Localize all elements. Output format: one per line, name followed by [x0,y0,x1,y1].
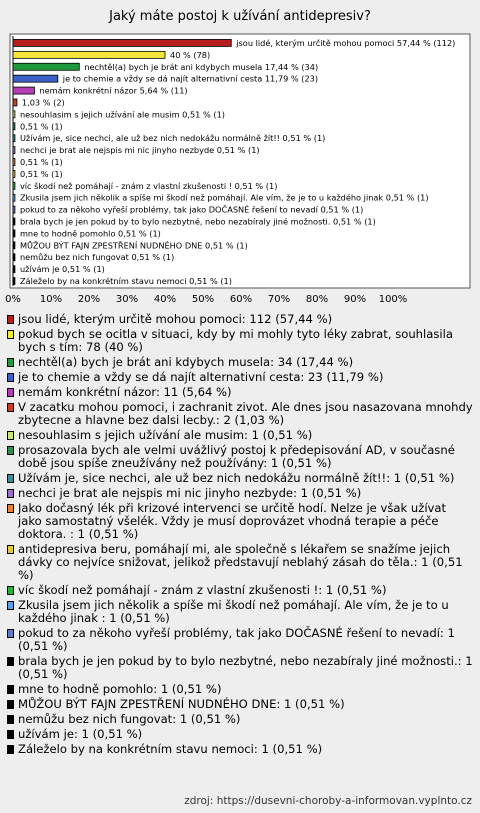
x-tick-label: 60% [229,294,253,305]
legend-label: je to chemie a vždy se dá najít alternativní cesta: 23 (11,79 %) [18,370,384,384]
legend-label: pokud bych se ocitla v situaci, kdy by mi mohly tyto léky zabrat, souhlasila bych s tím: 78 (40 %) [18,327,453,354]
bar [13,39,231,46]
legend-swatch [7,629,14,638]
bar-label: nemám konkrétní názor 5,64 % (11) [39,85,188,96]
bar-label: brala bych je jen pokud by to bylo nezbytné, nebo nezabíraly jiné možnosti. 0,51 % (1) [19,216,376,227]
legend-item [7,627,473,653]
bar [13,159,15,166]
bar [13,99,17,106]
legend-label: jsou lidé, kterým určitě mohou pomoci: 112 (57,44 %) [18,312,333,326]
bar [13,278,15,285]
bar-label: nesouhlasim s jejich užívání ale musim 0,51 % (1) [19,109,225,120]
bar-chart [0,0,480,310]
bar [13,147,15,154]
legend-swatch [7,545,14,554]
legend-swatch [7,373,14,382]
bar-label: Užívám je, sice nechci, ale už bez nich nedokážu normálně žít!! 0,51 % (1) [19,133,326,144]
x-tick-label: 100% [378,294,408,305]
x-tick-label: 50% [191,294,215,305]
legend-item [7,401,473,427]
legend-swatch [7,330,14,339]
source-note: zdroj: https://dusevni-choroby-a-informovan.vyplnto.cz [184,795,472,807]
legend-label: nemám konkrétní názor: 11 (5,64 %) [18,385,232,399]
bar [13,266,15,273]
legend-item [7,328,473,354]
bar [13,87,34,94]
legend-label: Jako dočasný lék při krizové intervenci se určitě hodí. Nelze je však užívat jako samostatný všelék. Vždy je musí doprovázet vhodná terapie a péče doktora. : 1 (0,51 %) [18,501,447,541]
legend-item [7,655,473,681]
bar-label: 0,51 % (1) [19,157,63,167]
legend-swatch [7,388,14,397]
x-tick-label: 40% [153,294,177,305]
legend-label: Záleželo by na konkrétním stavu nemoci: 1 (0,51 %) [18,742,323,756]
bar-label: mne to hodně pomohlo 0,51 % (1) [19,228,161,239]
legend-label: užívám je: 1 (0,51 %) [18,727,143,741]
legend-item [7,683,473,696]
bar-label: víc škodí než pomáhají - znám z vlastní zkušenosti ! 0,51 % (1) [19,180,278,191]
legend-label: nesouhlasim s jejich užívání ale musim: 1 (0,51 %) [18,428,313,442]
legend-item [7,356,473,369]
legend-swatch [7,446,14,455]
bar-label: nechtěl(a) bych je brát ani kdybych musela 17,44 % (34) [84,61,319,72]
bar [13,194,15,201]
legend-swatch [7,715,14,724]
bar-label: nemůžu bez nich fungovat 0,51 % (1) [19,252,175,263]
legend-swatch [7,657,14,666]
legend-label: brala bych je jen pokud by to bylo nezbytné, nebo nezabíraly jiné možnosti.: 1 (0,51 %) [18,654,473,681]
legend-label: nemůžu bez nich fungovat: 1 (0,51 %) [18,712,241,726]
legend-label: nechci je brat ale nejspis mi nic jinyho nezbyde: 1 (0,51 %) [18,486,362,500]
bar [13,218,15,225]
x-tick-label: 20% [77,294,101,305]
legend-swatch [7,358,14,367]
legend-swatch [7,431,14,440]
legend-label: mne to hodně pomohlo: 1 (0,51 %) [18,682,222,696]
legend-label: víc škodí než pomáhají - znám z vlastní zkušenosti !: 1 (0,51 %) [18,583,387,597]
bar-label: Zkusila jsem jich několik a spíše mi škodí než pomáhají. Ale vím, že je to u každého jinak 0,51 % (1) [19,192,429,203]
legend-label: pokud to za někoho vyřeší problémy, tak jako DOČASNÉ řešení to nevadí: 1 (0,51 %) [18,626,455,653]
bar-label: nechci je brat ale nejspis mi nic jinyho nezbyde 0,51 % (1) [19,145,260,156]
legend-swatch [7,685,14,694]
bar [13,230,15,237]
bar [13,170,15,177]
legend-item [7,313,473,326]
bar [13,135,15,142]
legend-label: V zacatku mohou pomoci, i zachranit zivot. Ale dnes jsou nasazovana mnohdy zbytecne a hlavne bez dalsi lecby.: 2 (1,03 %) [18,400,473,427]
legend-label: prosazovala bych ale velmi uvážlivý postoj k předepisování AD, v současné době jsou spíše zneužívány než používány: 1 (0,51 %) [18,443,455,470]
bar-label: pokud to za někoho vyřeší problémy, tak jako DOČASNÉ řešení to nevadí 0,51 % (1) [19,204,364,215]
bar [13,123,15,130]
legend-swatch [7,700,14,709]
x-tick-label: 70% [267,294,291,305]
legend-item [7,429,473,442]
bar-label: 0,51 % (1) [19,121,63,132]
bar-label: jsou lidé, kterým určitě mohou pomoci 57,44 % (112) [236,37,456,48]
legend-item [7,543,473,582]
x-tick-label: 10% [39,294,63,305]
bar [13,254,15,261]
legend-swatch [7,730,14,739]
bar-label: Záleželo by na konkrétním stavu nemoci 0,51 % (1) [19,276,232,287]
bar-label: užívám je 0,51 % (1) [19,264,105,275]
legend-label: MŮŽOU BÝT FAJN ZPESTŘENÍ NUDNÉHO DNE: 1 (0,51 %) [18,697,345,711]
legend-item [7,502,473,541]
legend-label: Užívám je, sice nechci, ale už bez nich nedokážu normálně žít!!: 1 (0,51 %) [18,471,455,485]
x-tick-label: 80% [305,294,329,305]
legend-swatch [7,745,14,754]
bar-label: 1,03 % (2) [21,97,65,108]
bar [13,206,15,213]
legend-item [7,386,473,399]
legend-swatch [7,504,14,513]
legend-item [7,743,473,756]
legend-label: nechtěl(a) bych je brát ani kdybych musela: 34 (17,44 %) [18,355,354,369]
legend-swatch [7,586,14,595]
legend-item [7,487,473,500]
legend-item [7,728,473,741]
bar [13,242,15,249]
legend-swatch [7,474,14,483]
bar [13,182,15,189]
legend-label: antidepresiva beru, pomáhají mi, ale společně s lékařem se snažíme jejich dávky co nejvíce snižovat, jelikož představují neblahý zásah do těla.: 1 (0,51 %) [18,542,463,582]
bar [13,63,79,70]
legend-item [7,584,473,597]
legend-item [7,472,473,485]
bar-label: MŮŽOU BÝT FAJN ZPESTŘENÍ NUDNÉHO DNE 0,51 % (1) [19,240,248,251]
bar-label: 40 % (78) [170,49,211,60]
legend-item [7,713,473,726]
x-tick-label: 0% [5,294,21,305]
bar-label: 0,51 % (1) [19,168,63,179]
legend-swatch [7,601,14,610]
bar [13,111,15,118]
chart-legend [7,313,473,758]
legend-item [7,444,473,470]
legend-item [7,599,473,625]
legend-swatch [7,489,14,498]
x-tick-label: 90% [343,294,367,305]
legend-label: Zkusila jsem jich několik a spíše mi škodí než pomáhají. Ale vím, že je to u každého jinak : 1 (0,51 %) [18,598,449,625]
bar [13,51,165,58]
legend-item [7,698,473,711]
legend-item [7,371,473,384]
legend-swatch [7,403,14,412]
bar-label: je to chemie a vždy se dá najít alternativní cesta 11,79 % (23) [62,73,319,84]
bar [13,75,58,82]
legend-swatch [7,315,14,324]
x-tick-label: 30% [115,294,139,305]
chart-title: Jaký máte postoj k užívání antidepresiv? [109,9,371,24]
